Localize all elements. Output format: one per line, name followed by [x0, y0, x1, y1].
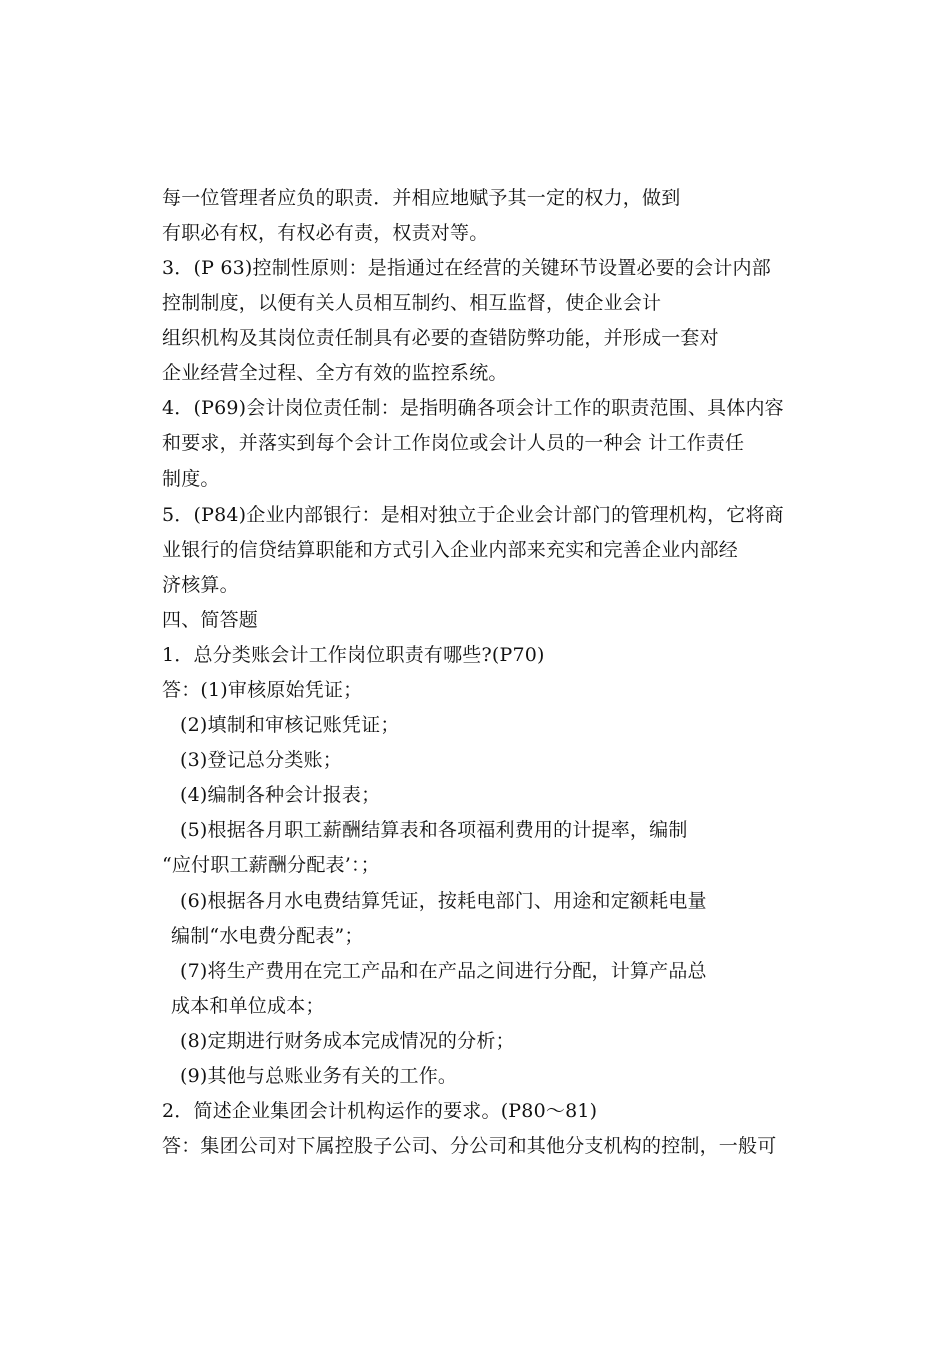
answer-item: (2)填制和审核记账凭证；: [180, 714, 400, 736]
answer-item-continuation: 成本和单位成本；: [171, 995, 325, 1017]
answer-item: (4)编制各种会计报表；: [180, 784, 381, 806]
answer-item: (8)定期进行财务成本完成情况的分析；: [180, 1030, 515, 1052]
text-line: 组织机构及其岗位责任制具有必要的查错防弊功能，并形成一套对: [162, 327, 719, 349]
answer-line: 答：(1)审核原始凭证；: [162, 679, 363, 701]
question-line: 2．简述企业集团会计机构运作的要求。(P80～81): [162, 1100, 598, 1122]
text-line: 济核算。: [162, 574, 239, 596]
answer-item: (7)将生产费用在完工产品和在产品之间进行分配，计算产品总: [180, 960, 707, 982]
answer-item-continuation: “应付职工薪酬分配表’：；: [162, 854, 380, 876]
answer-item: (5)根据各月职工薪酬结算表和各项福利费用的计提率，编制: [180, 819, 688, 841]
text-line: 3．(P 63)控制性原则：是指通过在经营的关键环节设置必要的会计内部: [162, 257, 771, 279]
text-line: 每一位管理者应负的职责．并相应地赋予其一定的权力，做到: [162, 187, 681, 209]
text-line: 4．(P69)会计岗位责任制：是指明确各项会计工作的职责范围、具体内容: [162, 397, 784, 419]
question-line: 1．总分类账会计工作岗位职责有哪些?(P70): [162, 644, 545, 666]
answer-item: (9)其他与总账业务有关的工作。: [180, 1065, 458, 1087]
text-line: 制度。: [162, 468, 220, 490]
text-line: 业银行的信贷结算职能和方式引入企业内部来充实和完善企业内部经: [162, 539, 739, 561]
answer-item-continuation: 编制“水电费分配表”；: [171, 925, 364, 947]
text-line: 有职必有权，有权必有责，权责对等。: [162, 222, 489, 244]
answer-line: 答：集团公司对下属控股子公司、分公司和其他分支机构的控制，一般可: [162, 1135, 777, 1157]
section-heading: 四、简答题: [162, 609, 259, 631]
text-line: 5．(P84)企业内部银行：是相对独立于企业会计部门的管理机构，它将商: [162, 504, 784, 526]
answer-item: (3)登记总分类账；: [180, 749, 342, 771]
text-line: 企业经营全过程、全方有效的监控系统。: [162, 362, 508, 384]
text-line: 控制制度，以便有关人员相互制约、相互监督，使企业会计: [162, 292, 662, 314]
answer-item: (6)根据各月水电费结算凭证，按耗电部门、用途和定额耗电量: [180, 890, 707, 912]
text-line: 和要求，并落实到每个会计工作岗位或会计人员的一种会 计工作责任: [162, 432, 745, 454]
